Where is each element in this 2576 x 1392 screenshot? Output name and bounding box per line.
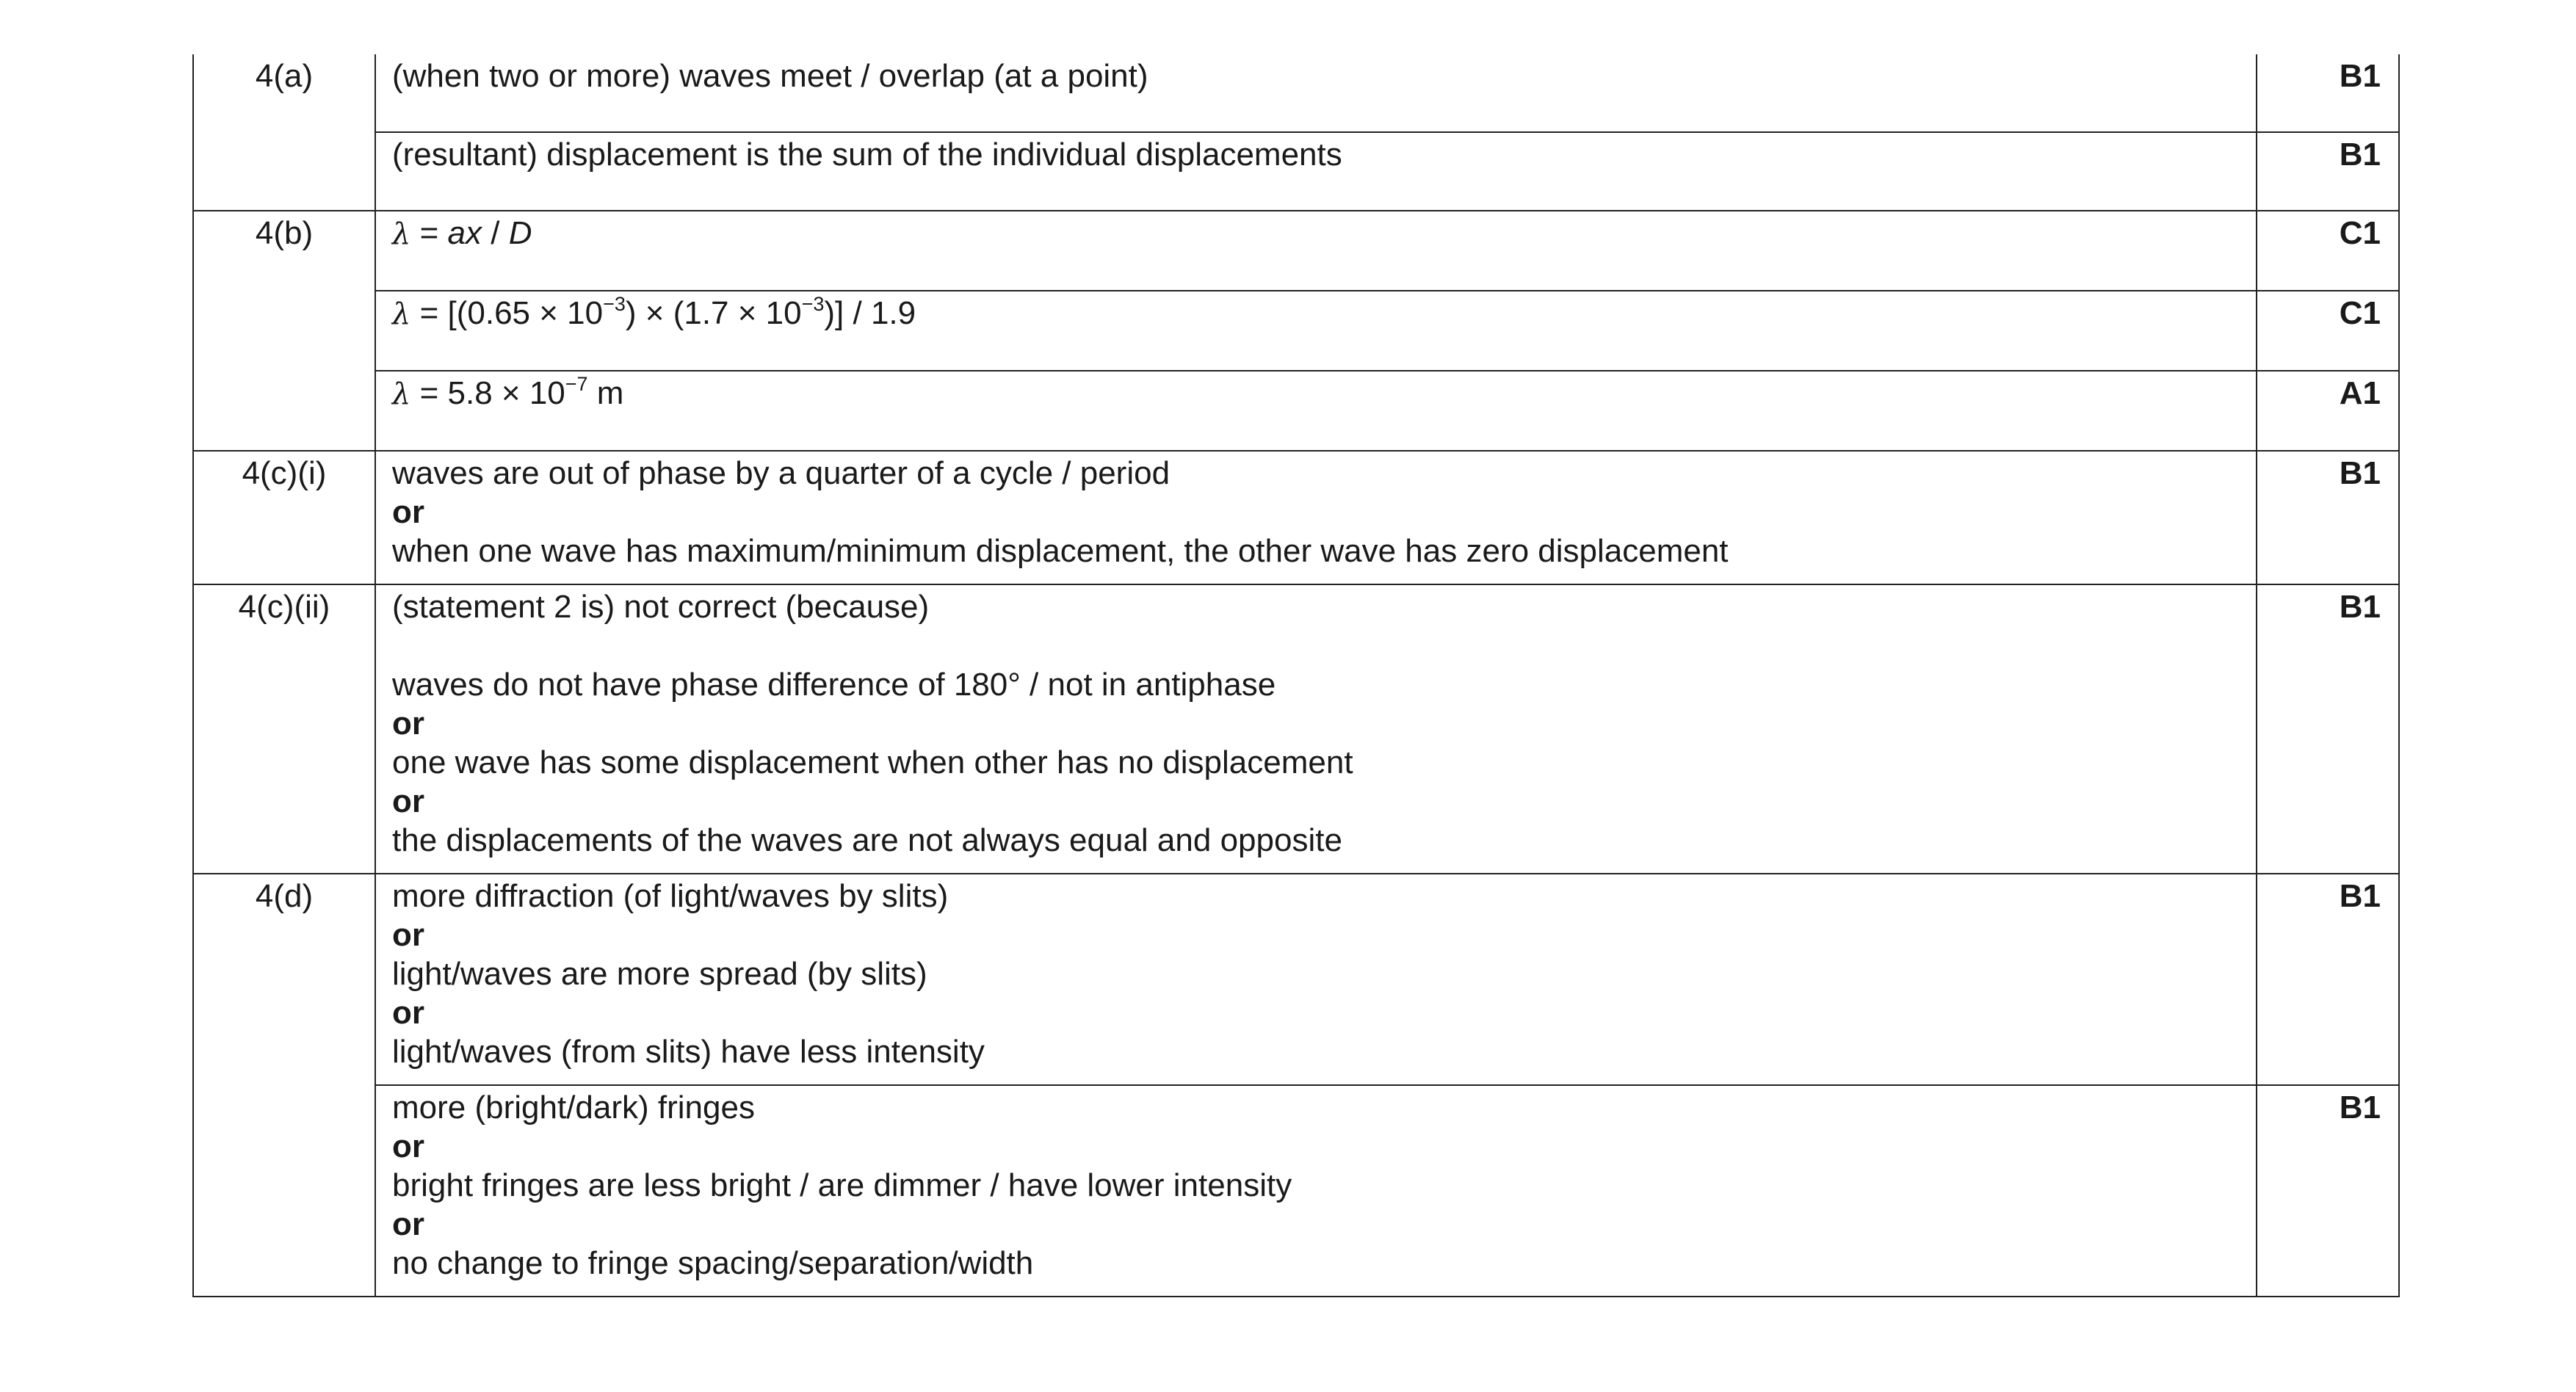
mark-code: A1 [2339,375,2381,411]
question-number-cell [193,451,375,584]
mark-cell [2257,451,2399,584]
or-connector: or [392,917,424,953]
mark-code: C1 [2339,295,2381,331]
question-number: 4(c)(ii) [238,589,330,625]
answer-cell [375,54,2257,132]
or-connector: or [392,1206,424,1242]
mark-cell [2257,584,2399,874]
or-connector: or [392,995,424,1031]
answer-text: when one wave has maximum/minimum displacement, the other wave has zero displacement [392,533,1729,569]
table-row-4b-3 [193,371,2399,451]
answer-cell [375,451,2257,584]
answer-cell [375,132,2257,211]
mark-scheme-table [192,54,2400,1297]
table-row-4ci [193,451,2399,584]
answer-text: light/waves are more spread (by slits) [392,956,927,992]
question-number-cell [193,584,375,874]
mark-cell [2257,132,2399,211]
formula-text: = [410,215,448,251]
or-connector: or [392,1128,424,1164]
answer-text: light/waves (from slits) have less intensity [392,1034,985,1070]
mark-cell [2257,1085,2399,1297]
answer-cell [375,584,2257,874]
formula-text: D [508,215,532,251]
question-number: 4(b) [255,215,314,251]
formula-line [392,374,2241,414]
answer-cell [375,1085,2257,1297]
mark-code: B1 [2339,58,2381,94]
lambda-symbol: λ [392,217,411,251]
exponent: −3 [801,293,825,316]
formula-text: ) × (1.7 × 10 [625,295,802,331]
mark-code: B1 [2339,589,2381,625]
lambda-symbol: λ [392,377,411,411]
mark-scheme-page [192,54,2398,1297]
answer-cell [375,211,2257,291]
formula-text: = [(0.65 × 10 [410,295,604,331]
or-connector: or [392,706,424,742]
question-number: 4(a) [255,58,314,94]
mark-cell [2257,211,2399,291]
mark-cell [2257,54,2399,132]
mark-code: B1 [2339,1090,2381,1125]
answer-text: bright fringes are less bright / are dimmer / have lower intensity [392,1167,1292,1203]
table-row-4d-2 [193,1085,2399,1297]
answer-cell [375,371,2257,451]
answer-text: waves are out of phase by a quarter of a cycle / period [392,455,1171,491]
question-number: 4(c)(i) [242,455,327,491]
answer-text: (resultant) displacement is the sum of the individual displacements [392,137,1342,173]
question-number-cell [193,211,375,451]
mark-cell [2257,371,2399,451]
answer-text: more diffraction (of light/waves by slits) [392,878,949,914]
formula-text: )] / 1.9 [824,295,916,331]
lambda-symbol: λ [392,297,411,331]
answer-text: one wave has some displacement when other has no displacement [392,744,1353,780]
answer-text: (statement 2 is) not correct (because) [392,589,930,625]
answer-text: no change to fringe spacing/separation/width [392,1245,1034,1281]
question-number-cell [193,54,375,211]
table-row-4cii [193,584,2399,874]
table-row-4b-2 [193,291,2399,371]
or-connector: or [392,494,424,530]
question-number-cell [193,874,375,1297]
question-number: 4(d) [255,878,314,914]
table-row-4a-1 [193,54,2399,132]
formula-text: ax [447,215,482,251]
table-row-4a-2 [193,132,2399,211]
spacer [392,626,2241,665]
formula-text: m [587,375,624,411]
exponent: −7 [565,373,588,396]
answer-text: waves do not have phase difference of 180° / not in antiphase [392,667,1276,703]
mark-cell [2257,291,2399,371]
exponent: −3 [603,293,626,316]
formula-text: / [482,215,509,251]
mark-code: B1 [2339,137,2381,173]
mark-code: B1 [2339,455,2381,491]
mark-cell [2257,874,2399,1085]
formula-line [392,294,2241,334]
mark-code: C1 [2339,215,2381,251]
answer-text: more (bright/dark) fringes [392,1090,755,1125]
table-row-4d-1 [193,874,2399,1085]
answer-text: the displacements of the waves are not always equal and opposite [392,822,1342,858]
table-row-4b-1 [193,211,2399,291]
formula-line [392,214,2241,254]
answer-cell [375,291,2257,371]
answer-cell [375,874,2257,1085]
answer-text: (when two or more) waves meet / overlap (at a point) [392,58,1148,94]
mark-code: B1 [2339,878,2381,914]
or-connector: or [392,783,424,819]
formula-text: = 5.8 × 10 [410,375,565,411]
